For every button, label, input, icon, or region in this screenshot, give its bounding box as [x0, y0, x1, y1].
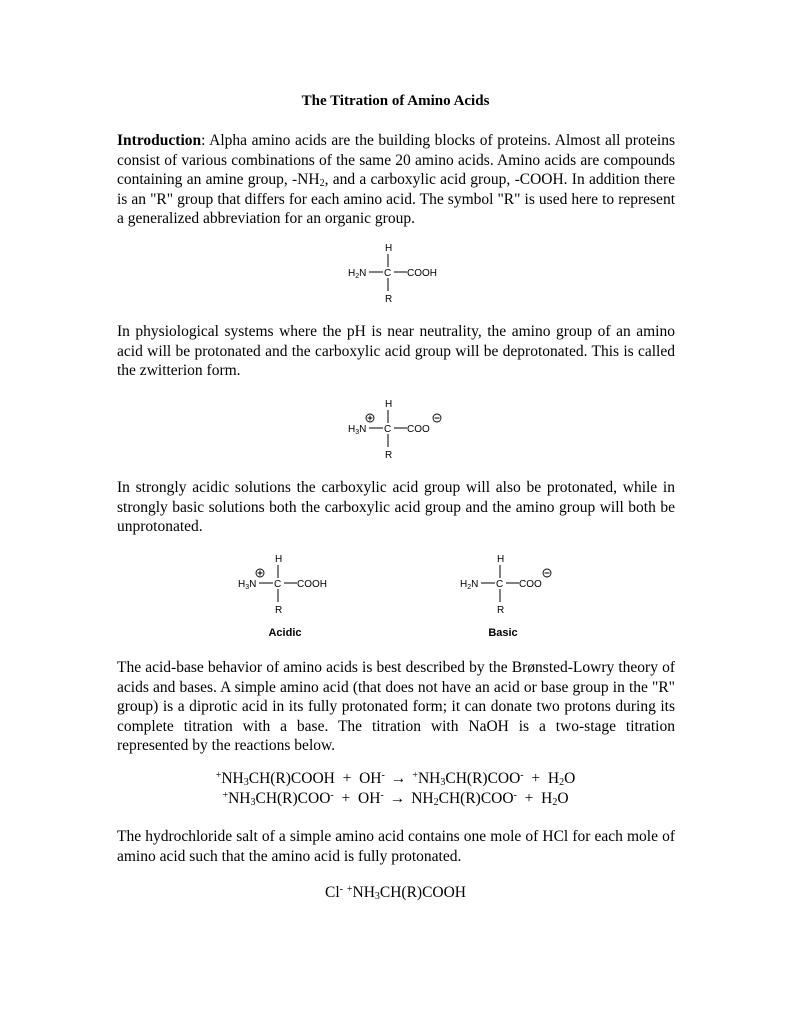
carboxylate-group-label: COO [407, 424, 430, 435]
r-group-label: R [385, 294, 393, 305]
r-group-label: R [275, 605, 283, 616]
amine-group-label: $H_2N$ [460, 579, 479, 591]
zwitterion-paragraph: In physiological systems where the pH is near neutrality, the amino group of an amino acid will be protonated and the carboxylic acid group will be deprotonated. This is called the zwitterion form. [117, 323, 675, 379]
titration-equation-2: $^+NH_3CH(R)COO^- + OH^- \to NH_2CH(R)COO^- + H_2O$ [222, 790, 569, 808]
hydrogen-label: H [385, 399, 393, 410]
intro-heading: Introduction [117, 132, 202, 149]
hydrochloride-paragraph: The hydrochloride salt of a simple amino acid contains one mole of HCl for each mole of amino acid such that the amino acid is fully protonated. [117, 828, 675, 865]
carboxyl-group-label: COOH [297, 579, 327, 590]
amino-acid-structure [340, 240, 450, 306]
alpha-carbon-label: C [384, 424, 392, 435]
basic-label: Basic [488, 627, 518, 639]
carboxylate-group-label: COO [519, 579, 542, 590]
titration-equation-1: $^+NH_3CH(R)COOH + OH^- \to ^+NH_3CH(R)COO^- + H_2O$ [215, 770, 576, 788]
carboxyl-group-label: COOH [407, 268, 437, 279]
basic-form-structure [452, 551, 562, 617]
alpha-carbon-label: C [384, 268, 392, 279]
zwitterion-structure [340, 396, 450, 462]
alpha-carbon-label: C [274, 579, 282, 590]
acidic-basic-paragraph: In strongly acidic solutions the carboxylic acid group will also be protonated, while in strongly basic solutions both the carboxylic acid group and the amino group will both be unprotonated. [117, 479, 675, 535]
hydrogen-label: H [385, 243, 393, 254]
ammonium-group-label: $H_3N$ [348, 424, 367, 436]
alpha-carbon-label: C [496, 579, 504, 590]
amine-group-label: $H_2N$ [348, 268, 367, 280]
r-group-label: R [497, 605, 505, 616]
acidic-form-structure [230, 551, 340, 617]
hydrochloride-formula: Cl- $^+NH_3CH(R)COOH$ [324, 884, 467, 902]
ammonium-group-label: $H_3N$ [238, 579, 257, 591]
r-group-label: R [385, 450, 393, 461]
hydrogen-label: H [275, 554, 283, 565]
page-title: The Titration of Amino Acids [301, 93, 490, 109]
intro-paragraph: Introduction: Alpha amino acids are the building blocks of proteins. Almost all proteins consist of various combinations of the same 20 amino acids. Amino acids are compounds containing an amine group, $-NH_2$, and a carboxylic acid group, -COOH. In addition there is an "R" group that differs for each amino acid. The symbol "R" is used here to represent a generalized abbreviation for an organic group. [117, 132, 676, 227]
hydrogen-label: H [497, 554, 505, 565]
acidic-label: Acidic [268, 627, 302, 639]
bronsted-lowry-paragraph: The acid-base behavior of amino acids is best described by the Brønsted-Lowry theory of acids and bases. A simple amino acid (that does not have an acid or base group in the "R" group) is a diprotic acid in its fully protonated form; it can donate two protons during its complete titration with a base. The titration with NaOH is a two-stage titration represented by the reactions below. [117, 659, 675, 754]
